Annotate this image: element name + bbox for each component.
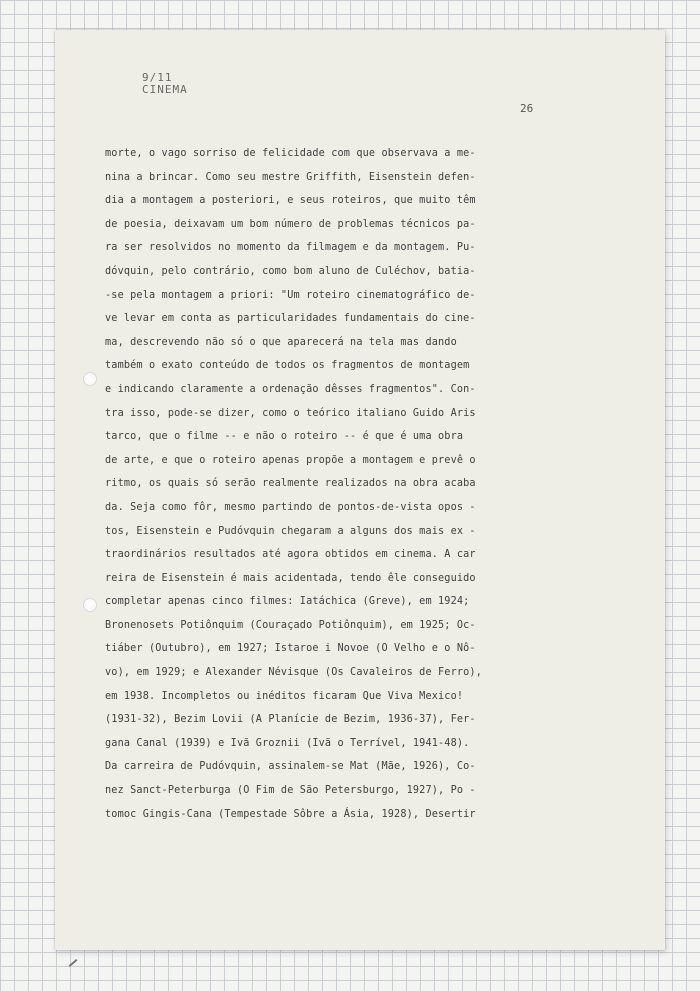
text-line: da. Seja como fôr, mesmo partindo de pontos-de-vista opos - bbox=[105, 501, 476, 513]
text-line: e indicando claramente a ordenação dêsses fragmentos". Con- bbox=[105, 383, 476, 395]
text-line: de poesia, deixavam um bom número de problemas técnicos pa- bbox=[105, 218, 476, 230]
text-line: dia a montagem a posteriori, e seus roteiros, que muito têm bbox=[105, 195, 476, 207]
text-line: (1931-32), Bezim Lovii (A Planície de Bezim, 1936-37), Fer- bbox=[105, 714, 476, 726]
text-line: ritmo, os quais só serão realmente realizados na obra acaba bbox=[105, 478, 476, 490]
text-line: em 1938. Incompletos ou inéditos ficaram Que Viva Mexico! bbox=[105, 690, 464, 702]
text-line: ve levar em conta as particularidades fundamentais do cine- bbox=[105, 313, 476, 325]
text-line: completar apenas cinco filmes: Iatáchica (Greve), em 1924; bbox=[105, 596, 470, 608]
text-line: tarco, que o filme -- e não o roteiro -- é que é uma obra bbox=[105, 431, 464, 443]
category-label: CINEMA bbox=[142, 83, 188, 96]
punch-hole-mark bbox=[83, 598, 97, 612]
text-line: ra ser resolvidos no momento da filmagem e da montagem. Pu- bbox=[105, 242, 476, 254]
paper-sheet bbox=[55, 30, 665, 950]
text-line: traordinários resultados até agora obtidos em cinema. A car bbox=[105, 549, 476, 561]
text-line: vo), em 1929; e Alexander Névisque (Os Cavaleiros de Ferro), bbox=[105, 667, 483, 679]
text-line: tomoc Gingis-Cana (Tempestade Sôbre a Ásia, 1928), Desertir bbox=[105, 808, 476, 820]
text-line: nina a brincar. Como seu mestre Griffith, Eisenstein defen- bbox=[105, 171, 476, 183]
text-line: Bronenosets Potiônquim (Couraçado Potiônquim), em 1925; Oc- bbox=[105, 619, 476, 631]
text-line: gana Canal (1939) e Ivã Groznii (Ivã o Terrível, 1941-48). bbox=[105, 737, 470, 749]
text-line: tra isso, pode-se dizer, como o teórico italiano Guido Aris bbox=[105, 407, 476, 419]
text-line: de arte, e que o roteiro apenas propõe a montagem e prevê o bbox=[105, 454, 476, 466]
text-line: reira de Eisenstein é mais acidentada, tendo êle conseguido bbox=[105, 572, 476, 584]
text-line: Da carreira de Pudóvquin, assinalem-se Mat (Mãe, 1926), Co- bbox=[105, 761, 476, 773]
text-line: ma, descrevendo não só o que aparecerá na tela mas dando bbox=[105, 336, 457, 348]
punch-hole-mark bbox=[83, 372, 97, 386]
text-line: -se pela montagem a priori: "Um roteiro cinematográfico de- bbox=[105, 289, 476, 301]
pencil-tick-mark bbox=[69, 959, 78, 967]
document-header bbox=[142, 72, 188, 96]
folder-number: 9/11 bbox=[142, 71, 173, 84]
text-line: também o exato conteúdo de todos os fragmentos de montagem bbox=[105, 360, 470, 372]
text-line: dóvquin, pelo contrário, como bom aluno de Culéchov, batia- bbox=[105, 265, 476, 277]
text-line: tos, Eisenstein e Pudóvquin chegaram a alguns dos mais ex - bbox=[105, 525, 476, 537]
text-line: nez Sanct-Peterburga (O Fim de São Petersburgo, 1927), Po - bbox=[105, 785, 476, 797]
body-text bbox=[105, 142, 645, 826]
page-number: 26 bbox=[520, 102, 534, 115]
text-line: tiáber (Outubro), em 1927; Istaroe i Novoe (O Velho e o Nô- bbox=[105, 643, 476, 655]
text-line: morte, o vago sorriso de felicidade com que observava a me- bbox=[105, 148, 476, 159]
